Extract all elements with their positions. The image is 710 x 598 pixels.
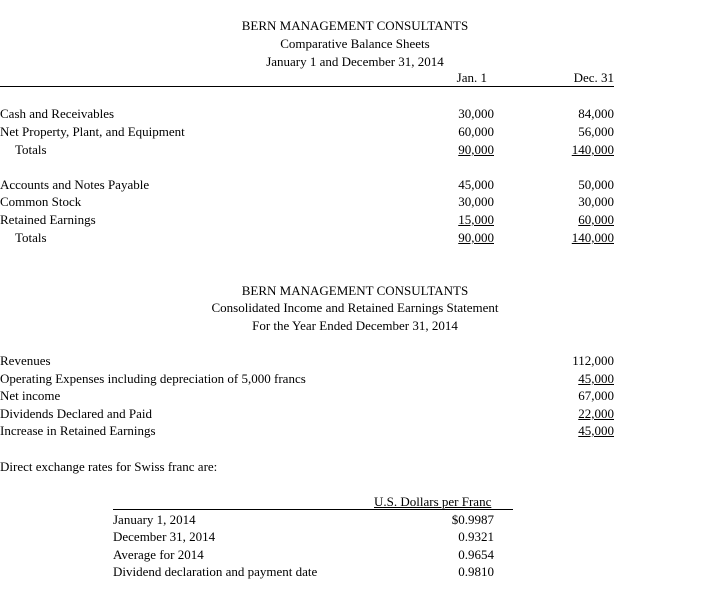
row-value-assets-total-jan: 90,000 — [458, 142, 494, 157]
row-value-retained-earnings-dec: 60,000 — [578, 212, 614, 227]
income-statement-title: Consolidated Income and Retained Earnings Statement — [211, 300, 499, 315]
rate-value-average: 0.9654 — [458, 547, 494, 562]
row-value-increase-retained-earnings: 45,000 — [578, 423, 614, 438]
row-label-operating-expenses: Operating Expenses including depreciation of 5,000 francs — [0, 371, 306, 386]
exchange-rates-header: U.S. Dollars per Franc — [374, 494, 492, 509]
balance-sheet-period: January 1 and December 31, 2014 — [266, 54, 444, 69]
exchange-rates-rule — [113, 509, 513, 510]
balance-sheet-title: Comparative Balance Sheets — [280, 36, 430, 51]
row-label-assets-total: Totals — [15, 142, 47, 157]
rate-value-jan-1: $0.9987 — [451, 512, 494, 527]
rate-label-dec-31: December 31, 2014 — [113, 529, 216, 544]
exchange-rates-intro: Direct exchange rates for Swiss franc are: — [0, 459, 218, 474]
row-label-retained-earnings: Retained Earnings — [0, 212, 96, 227]
row-label-ppe: Net Property, Plant, and Equipment — [0, 124, 185, 139]
row-value-assets-total-dec: 140,000 — [571, 142, 614, 157]
row-value-payables-dec: 50,000 — [578, 177, 614, 192]
row-value-payables-jan: 45,000 — [458, 177, 494, 192]
rate-value-dec-31: 0.9321 — [458, 529, 494, 544]
rate-value-dividend-date: 0.9810 — [458, 564, 494, 579]
income-statement-period: For the Year Ended December 31, 2014 — [252, 318, 458, 333]
row-label-increase-retained-earnings: Increase in Retained Earnings — [0, 423, 156, 438]
rate-label-average: Average for 2014 — [113, 547, 204, 562]
row-label-net-income: Net income — [0, 388, 61, 403]
rate-label-dividend-date: Dividend declaration and payment date — [113, 564, 318, 579]
row-label-common-stock: Common Stock — [0, 194, 82, 209]
row-value-operating-expenses: 45,000 — [578, 371, 614, 386]
row-value-ppe-dec: 56,000 — [578, 124, 614, 139]
header-rule — [0, 86, 614, 87]
row-value-common-stock-jan: 30,000 — [458, 194, 494, 209]
income-statement-company: BERN MANAGEMENT CONSULTANTS — [241, 283, 469, 298]
row-value-common-stock-dec: 30,000 — [578, 194, 614, 209]
row-label-cash: Cash and Receivables — [0, 106, 115, 121]
row-value-ppe-jan: 60,000 — [458, 124, 494, 139]
column-header-dec: Dec. 31 — [573, 70, 614, 85]
row-value-dividends: 22,000 — [578, 406, 614, 421]
row-value-liabilities-total-dec: 140,000 — [571, 230, 614, 245]
column-header-jan: Jan. 1 — [456, 70, 487, 85]
row-value-net-income: 67,000 — [578, 388, 614, 403]
row-value-retained-earnings-jan: 15,000 — [458, 212, 494, 227]
row-label-revenues: Revenues — [0, 353, 51, 368]
row-value-cash-dec: 84,000 — [578, 106, 614, 121]
balance-sheet-company: BERN MANAGEMENT CONSULTANTS — [241, 18, 469, 33]
row-label-liabilities-total: Totals — [15, 230, 47, 245]
row-value-cash-jan: 30,000 — [458, 106, 494, 121]
row-label-payables: Accounts and Notes Payable — [0, 177, 150, 192]
row-value-liabilities-total-jan: 90,000 — [458, 230, 494, 245]
rate-label-jan-1: January 1, 2014 — [113, 512, 196, 527]
row-value-revenues: 112,000 — [572, 353, 614, 368]
row-label-dividends: Dividends Declared and Paid — [0, 406, 152, 421]
